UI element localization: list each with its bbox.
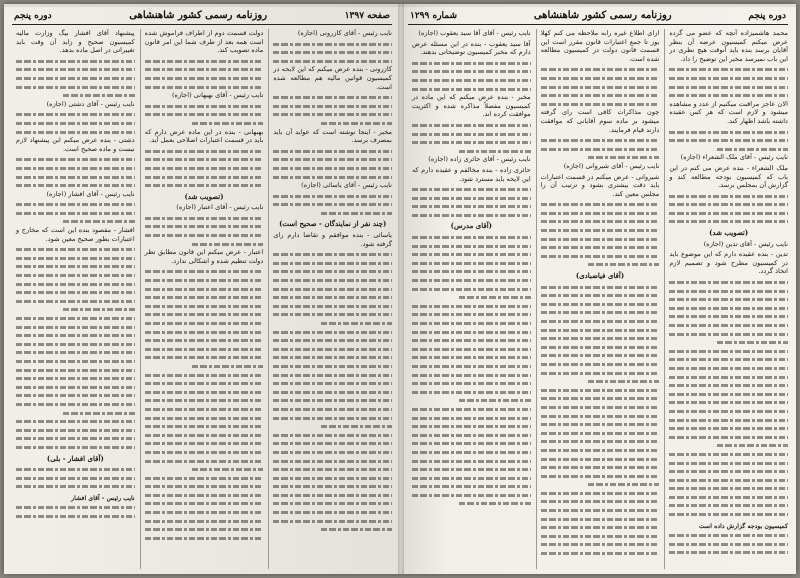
- paragraph: اعتبار - عرض میکنم این قانون مطابق نظر دولت تنظیم شده و اشکالی ندارد.: [144, 248, 264, 265]
- left-page-columns: [12, 29, 392, 569]
- paragraph: افشار - مقصود بنده این است که مخارج و اعتبارات بطور صحیح معین شود.: [15, 226, 135, 243]
- paragraph: نایب رئیس - آقای کازرونی (اجازه): [297, 29, 392, 37]
- paragraph: تدین - بنده عقیده دارم که این موضوع باید در کمیسیون مطرح شود و تصمیم لازم اتخاذ گردد.: [669, 250, 788, 276]
- right-page-header: [408, 10, 788, 25]
- paragraph: حائری زاده - بنده مخالفم و عقیده دارم که این لایحه باید مسترد شود.: [411, 165, 531, 183]
- left-column-2: [140, 29, 264, 569]
- left-column-1: [268, 29, 392, 569]
- right-page-session: دوره پنجم: [748, 11, 786, 21]
- paragraph: مخبر - بنده عرض میکنم که این ماده در کمیسیون مفصلاً مذاکره شده و اکثریت موافقت کرده اند.: [411, 93, 531, 119]
- paragraph: دشتی - بنده عرض میکنم این پیشنهاد لازم نیست و ماده صحیح است.: [15, 136, 135, 153]
- paragraph: ملک الشعراء - بنده عرض می کنم در این باب که کمیسیون بودجه مطالعه کند و گزارش آن بمجلس برسد.: [669, 163, 788, 190]
- section-note: (آقای مدرس): [450, 221, 492, 231]
- paragraph: نایب رئیس - آقای اعتبار (اجازه): [176, 203, 264, 212]
- paragraph: نایب رئیس - آقای دشتی (اجازه): [46, 99, 135, 108]
- right-page-title: روزنامه رسمی کشور شاهنشاهی: [533, 10, 672, 21]
- right-column-1: [664, 29, 788, 569]
- paragraph: نایب رئیس - آقای یاسائی (اجازه): [301, 181, 392, 190]
- paragraph: دولت قسمت دوم از اطراف فراموش شده است همه بعد از طرف شما این امر قانون ماده تصویب کند.: [144, 29, 264, 55]
- section-note: (تصویب شد): [184, 191, 224, 201]
- footer-note: کمیسیون بودجه گزارش داده است: [698, 522, 788, 530]
- left-page-number: صفحه ۱۳۹۷: [344, 11, 390, 21]
- paragraph: چون مذاکرات کافی است رای گرفته میشود بر ماده سوم آقایانی که موافقت دارند قیام فرمایند.: [540, 108, 660, 134]
- section-note: (چند نفر از نمایندگان - صحیح است): [279, 219, 387, 229]
- paragraph: نایب رئیس - آقای تدین (اجازه): [703, 239, 788, 248]
- paragraph: بهبهانی - بنده در این ماده عرض دارم که باید در قسمت اعتبارات اصلاحی بعمل آید.: [144, 127, 264, 145]
- paragraph: نایب رئیس - آقای شیروانی (اجازه): [563, 161, 660, 170]
- left-column-3: [12, 29, 135, 569]
- section-note: (آقای فیاضبادی): [575, 271, 625, 281]
- paragraph: الان عاجز مراقبت میکنیم از عدد و مشاهده میشود و لازم است که هر کس عقیده داشته باشد اظهار کند.: [669, 99, 788, 125]
- right-page-columns: [408, 29, 788, 569]
- paragraph: کازرونی - بنده عرض میکنم که این لایحه در کمیسیون قوانین مالیه هم مطالعه شده است.: [273, 65, 392, 91]
- right-column-2: [536, 29, 660, 569]
- footer-note: نایب رئیس - آقای افشار: [71, 494, 135, 502]
- paragraph: ازای اطلاع غیره رابه ملاحظه می کنم کهلا بوز تا جمع اعتبارات قانون مقرر است این قسمت قانون دولت در کمیسیون مطالعه شده است.: [540, 29, 660, 63]
- paragraph: پیشنهاد آقای افشار بیگ وزارت مالیه کمیسیون صحیح و زاید آن وقت باید تغییراتی در اصل ماده بدهد.: [15, 29, 135, 55]
- right-page: [400, 4, 796, 574]
- paragraph: محمد هاشمیزاده آنچه که عضو می گرده عرض میکنم کمیسیون عرضه آن بنظر آقایان برسد بنده باید آنوقت هیچ نظری در این باب نمیرسد مخبر این توضیح را داد.: [669, 29, 788, 63]
- section-note: (آقای افشار - بلی): [46, 453, 104, 463]
- left-page: [4, 4, 400, 574]
- paragraph: آقا سید یعقوب - بنده در این مسئله عرض دارم که مخبر کمیسیون توضیحاتی بدهند.: [411, 39, 531, 57]
- paragraph: نایب رئیس - آقای ملک الشعراء (اجازه): [680, 153, 788, 162]
- paragraph: نایب رئیس - آقای آقا سید یعقوب (اجازه): [418, 29, 531, 37]
- paragraph: مخبر - اینجا نوشته است که عواید آن باید بمصرف برسد.: [273, 127, 392, 145]
- section-note: (تصویب شد): [709, 228, 749, 238]
- page-gutter: [398, 4, 404, 574]
- right-page-number: شماره ۱۲۹۹: [410, 11, 458, 21]
- paragraph: نایب رئیس - آقای حائری زاده (اجازه): [428, 155, 531, 164]
- left-page-title: روزنامه رسمی کشور شاهنشاهی: [129, 10, 268, 21]
- paragraph: نایب رئیس - آقای بهبهانی (اجازه): [171, 91, 264, 100]
- left-page-header: [12, 10, 392, 25]
- paragraph: نایب رئیس - آقای افشار (اجازه): [46, 189, 135, 198]
- right-column-3: [408, 29, 531, 569]
- left-page-session: دوره پنجم: [14, 11, 52, 21]
- newspaper-spread: [4, 4, 796, 574]
- paragraph: شیروانی - عرض میکنم در قسمت اعتبارات باید دقت بیشتری بشود و ترتیب آن را مجلس معین کند.: [540, 172, 660, 198]
- paragraph: یاسائی - بنده موافقم و تقاضا دارم رای گرفته شود.: [273, 231, 392, 248]
